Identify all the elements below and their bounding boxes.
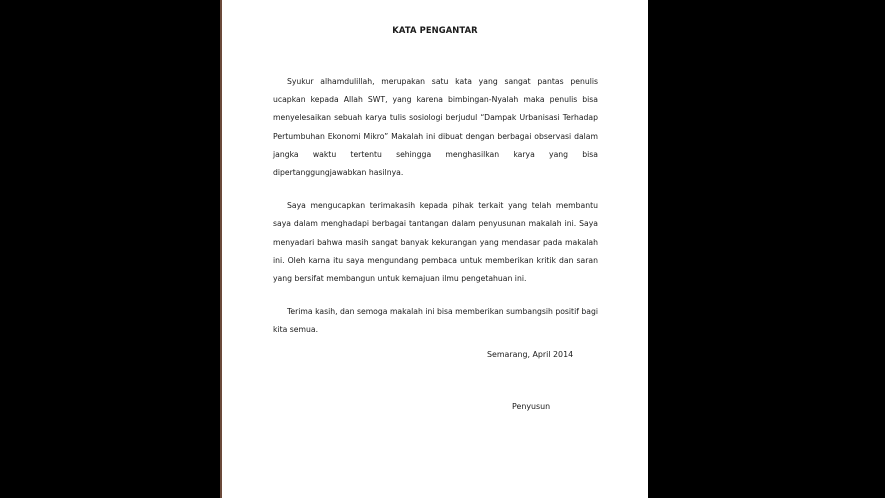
document-body <box>273 73 598 355</box>
paragraph-2: Saya mengucapkan terimakasih kepada pihak terkait yang telah membantu saya dalam menghadapi berbagai tantangan dalam penyusunan makalah ini. Saya menyadari bahwa masih sangat banyak kekurangan yang mendasar pada makalah ini. Oleh karna itu saya mengundang pembaca untuk memberikan kritik dan saran yang bersifat membangun untuk kemajuan ilmu pengetahuan ini. <box>273 201 598 284</box>
paragraph-1: Syukur alhamdulillah, merupakan satu kata yang sangat pantas penulis ucapkan kepada Allah SWT, yang karena bimbingan-Nyalah maka penulis bisa menyelesaikan sebuah karya tulis sosiologi berjudul “Dampak Urbanisasi Terhadap Pertumbuhan Ekonomi Mikro” Makalah ini dibuat dengan berbagai observasi dalam jangka waktu tertentu sehingga menghasilkan karya yang bisa dipertanggungjawabkan hasilnya. <box>273 77 598 178</box>
document-page <box>222 0 648 498</box>
paragraph-3: Terima kasih, dan semoga makalah ini bisa memberikan sumbangsih positif bagi kita semua. <box>273 307 598 335</box>
signer: Penyusun <box>512 402 551 411</box>
page-title: KATA PENGANTAR <box>392 25 478 35</box>
place-date: Semarang, April 2014 <box>487 350 574 359</box>
